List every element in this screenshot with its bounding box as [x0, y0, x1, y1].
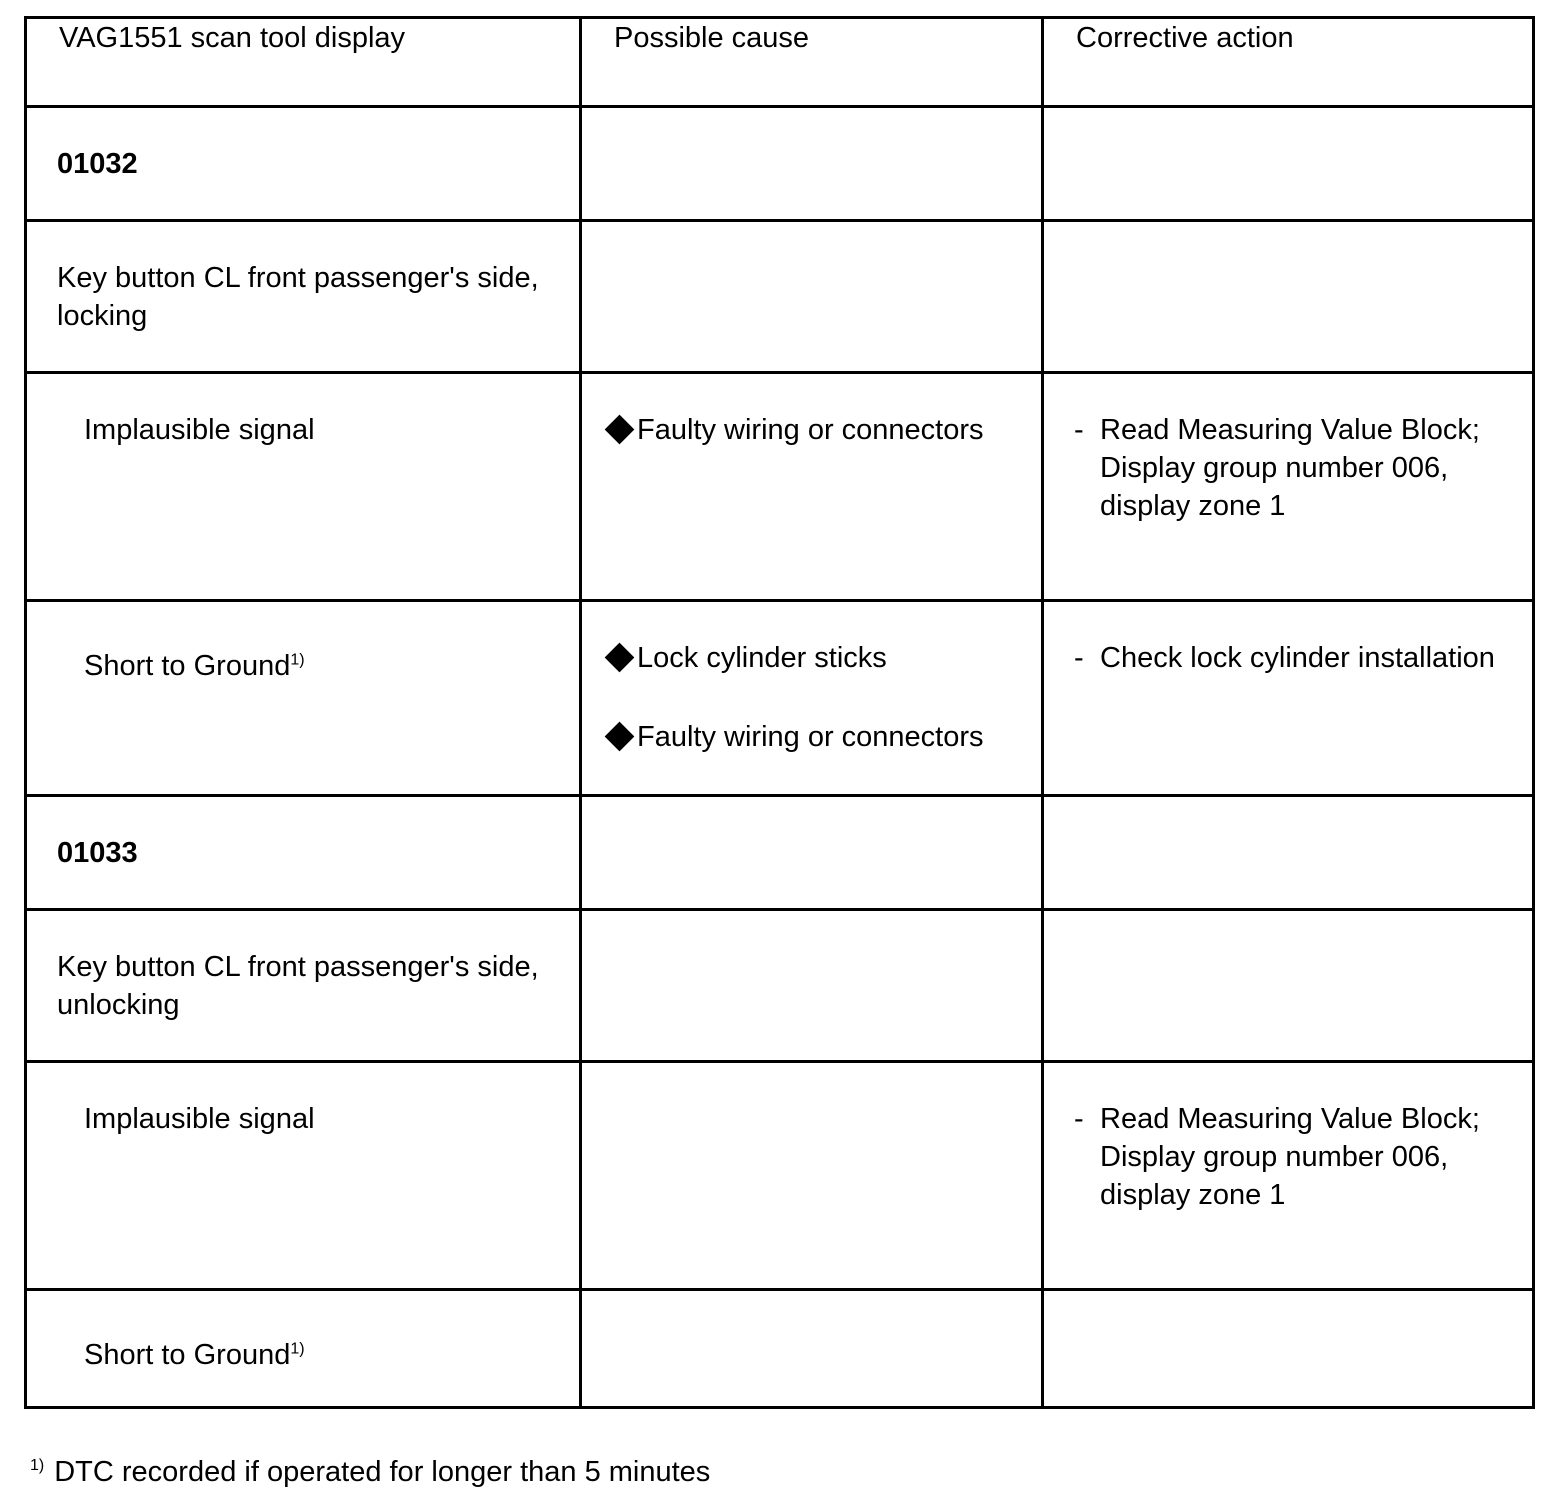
- action-text: Read Measuring Value Block; Display group number 006, display zone 1: [1100, 414, 1480, 522]
- header-scan-tool-display: VAG1551 scan tool display: [26, 18, 581, 107]
- empty-cell: [581, 910, 1043, 1062]
- action-text: Read Measuring Value Block; Display group number 006, display zone 1: [1100, 1103, 1480, 1211]
- cause-cell: [581, 601, 1043, 796]
- header-possible-cause: Possible cause: [581, 18, 1043, 107]
- action-cell: [1043, 1062, 1534, 1290]
- table-row: [26, 1062, 1534, 1290]
- action-dash: -: [1074, 414, 1084, 446]
- action-item: [1044, 602, 1532, 677]
- fault-cell: [26, 601, 581, 796]
- table-header-row: [26, 18, 1534, 107]
- fault-cell: [26, 373, 581, 601]
- component-cell: [26, 910, 581, 1062]
- action-dash: -: [1074, 1103, 1084, 1135]
- cause-text: Faulty wiring or connectors: [637, 414, 984, 446]
- empty-cell: [1043, 910, 1534, 1062]
- footnote-ref: 1): [290, 651, 305, 669]
- empty-cell: [581, 1290, 1043, 1408]
- action-cell: [1043, 373, 1534, 601]
- component-cell: [26, 221, 581, 373]
- empty-cell: [581, 221, 1043, 373]
- cause-cell: [581, 373, 1043, 601]
- fault-label: Implausible signal: [84, 1103, 315, 1135]
- fault-label: Implausible signal: [84, 414, 315, 446]
- table-row: [26, 107, 1534, 221]
- empty-cell: [581, 1062, 1043, 1290]
- footnote-text: DTC recorded if operated for longer than 5 minutes: [54, 1456, 711, 1488]
- fault-cell: [26, 1062, 581, 1290]
- empty-cell: [1043, 796, 1534, 910]
- table-row: [26, 221, 1534, 373]
- cause-item: [582, 602, 1041, 677]
- cause-text: Faulty wiring or connectors: [637, 721, 984, 753]
- diamond-bullet-icon: [604, 721, 636, 753]
- table-row: [26, 1290, 1534, 1408]
- fault-label: [27, 602, 579, 685]
- footnote: [30, 1452, 710, 1492]
- cause-item: [582, 374, 1041, 449]
- empty-cell: [581, 796, 1043, 910]
- component-description: Key button CL front passenger's side, locking: [57, 262, 539, 332]
- action-item: [1044, 374, 1532, 525]
- fault-cell: [26, 1290, 581, 1408]
- table-row: [26, 796, 1534, 910]
- dtc-code-cell: [26, 107, 581, 221]
- footnote-ref: 1): [290, 1340, 305, 1358]
- empty-cell: [1043, 1290, 1534, 1408]
- action-cell: [1043, 601, 1534, 796]
- table-row: [26, 910, 1534, 1062]
- action-text: Check lock cylinder installation: [1100, 642, 1495, 674]
- cause-item: [582, 677, 1041, 756]
- diamond-bullet-icon: [604, 642, 636, 674]
- empty-cell: [581, 107, 1043, 221]
- empty-cell: [1043, 107, 1534, 221]
- component-description: Key button CL front passenger's side, unlocking: [57, 951, 539, 1021]
- fault-label-text: Short to Ground: [84, 650, 291, 682]
- fault-label-text: Short to Ground: [84, 1339, 291, 1371]
- table-row: [26, 373, 1534, 601]
- table-row: [26, 601, 1534, 796]
- dtc-table: [24, 16, 1535, 1409]
- action-item: [1044, 1063, 1532, 1214]
- dtc-code: 01032: [57, 148, 138, 180]
- empty-cell: [1043, 221, 1534, 373]
- header-corrective-action: Corrective action: [1043, 18, 1534, 107]
- footnote-marker: 1): [30, 1457, 45, 1475]
- dtc-code: 01033: [57, 837, 138, 869]
- diamond-bullet-icon: [604, 414, 636, 446]
- cause-text: Lock cylinder sticks: [637, 642, 887, 674]
- dtc-code-cell: [26, 796, 581, 910]
- fault-label: [27, 1291, 579, 1374]
- action-dash: -: [1074, 642, 1084, 674]
